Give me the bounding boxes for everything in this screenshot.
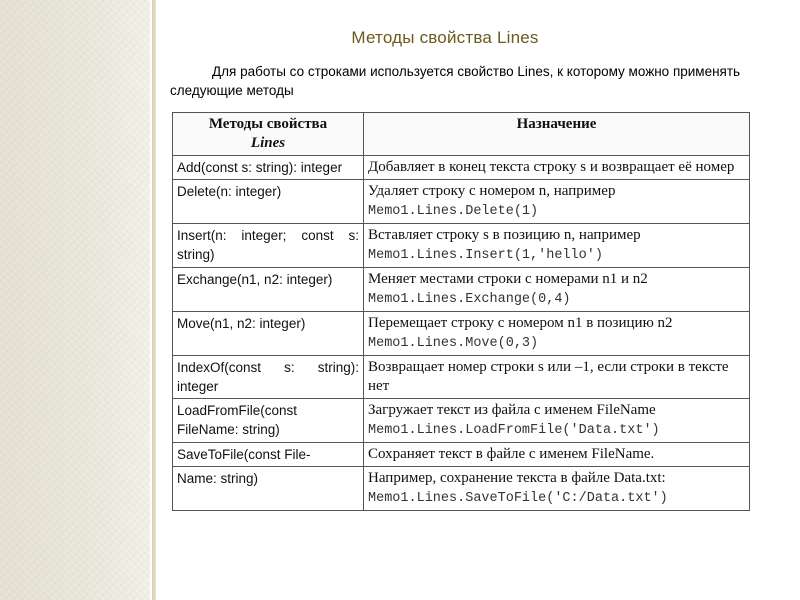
description-cell: [364, 224, 750, 268]
description-text: Вставляет строку s в позицию n, например: [368, 227, 641, 243]
description-text: Например, сохранение текста в файле Data.txt:: [368, 470, 666, 486]
code-example: Memo1.Lines.SaveToFile('C:/Data.txt'): [368, 491, 668, 506]
description-cell: [364, 312, 750, 356]
table-row: [173, 156, 750, 180]
table-row: [173, 356, 750, 399]
slide-title: Методы свойства Lines: [351, 28, 539, 47]
table-row: [173, 224, 750, 268]
table-row: [173, 443, 750, 467]
description-text: Загружает текст из файла с именем FileName: [368, 402, 656, 418]
method-cell: Delete(n: integer): [173, 180, 364, 224]
method-cell: Move(n1, n2: integer): [173, 312, 364, 356]
header-methods-line2: Lines: [250, 135, 286, 151]
description-text: Возвращает номер строки s или –1, если строки в тексте нет: [368, 359, 729, 394]
description-text: Меняет местами строки с номерами n1 и n2: [368, 271, 648, 287]
header-purpose: Назначение: [364, 113, 750, 156]
method-cell: Insert(n: integer; const s: string): [173, 224, 364, 268]
method-cell: Add(const s: string): integer: [173, 156, 364, 180]
table-row: [173, 268, 750, 312]
method-cell: IndexOf(const s: string): integer: [173, 356, 364, 399]
code-example: Memo1.Lines.Exchange(0,4): [368, 292, 571, 307]
method-cell: LoadFromFile(const FileName: string): [173, 399, 364, 443]
code-example: Memo1.Lines.LoadFromFile('Data.txt'): [368, 423, 660, 438]
code-example: Memo1.Lines.Delete(1): [368, 204, 539, 219]
methods-table: [172, 112, 750, 511]
decorative-divider: [152, 0, 156, 600]
description-cell: [364, 443, 750, 467]
header-methods: [173, 113, 364, 156]
table-row: [173, 399, 750, 443]
method-cell: Exchange(n1, n2: integer): [173, 268, 364, 312]
method-cell: SaveToFile(const File-: [173, 443, 364, 467]
description-cell: [364, 467, 750, 511]
method-cell: Name: string): [173, 467, 364, 511]
description-cell: [364, 399, 750, 443]
description-cell: [364, 180, 750, 224]
description-cell: [364, 156, 750, 180]
header-methods-line1: Методы свойства: [208, 116, 328, 132]
intro-paragraph: [170, 62, 782, 100]
code-example: Memo1.Lines.Insert(1,'hello'): [368, 248, 603, 263]
description-text: Удаляет строку с номером n, например: [368, 183, 616, 199]
description-cell: [364, 356, 750, 399]
description-text: Сохраняет текст в файле с именем FileName.: [368, 446, 655, 462]
code-example: Memo1.Lines.Move(0,3): [368, 336, 539, 351]
decorative-left-band: [0, 0, 150, 600]
description-cell: [364, 268, 750, 312]
intro-text: Для работы со строками используется свойство Lines, к которому можно применять следующие методы: [170, 64, 741, 98]
description-text: Перемещает строку с номером n1 в позицию n2: [368, 315, 673, 331]
description-text: Добавляет в конец текста строку s и возвращает её номер: [368, 159, 735, 175]
table-row: [173, 312, 750, 356]
table-header-row: [173, 113, 750, 156]
table-row: [173, 180, 750, 224]
table-row: [173, 467, 750, 511]
